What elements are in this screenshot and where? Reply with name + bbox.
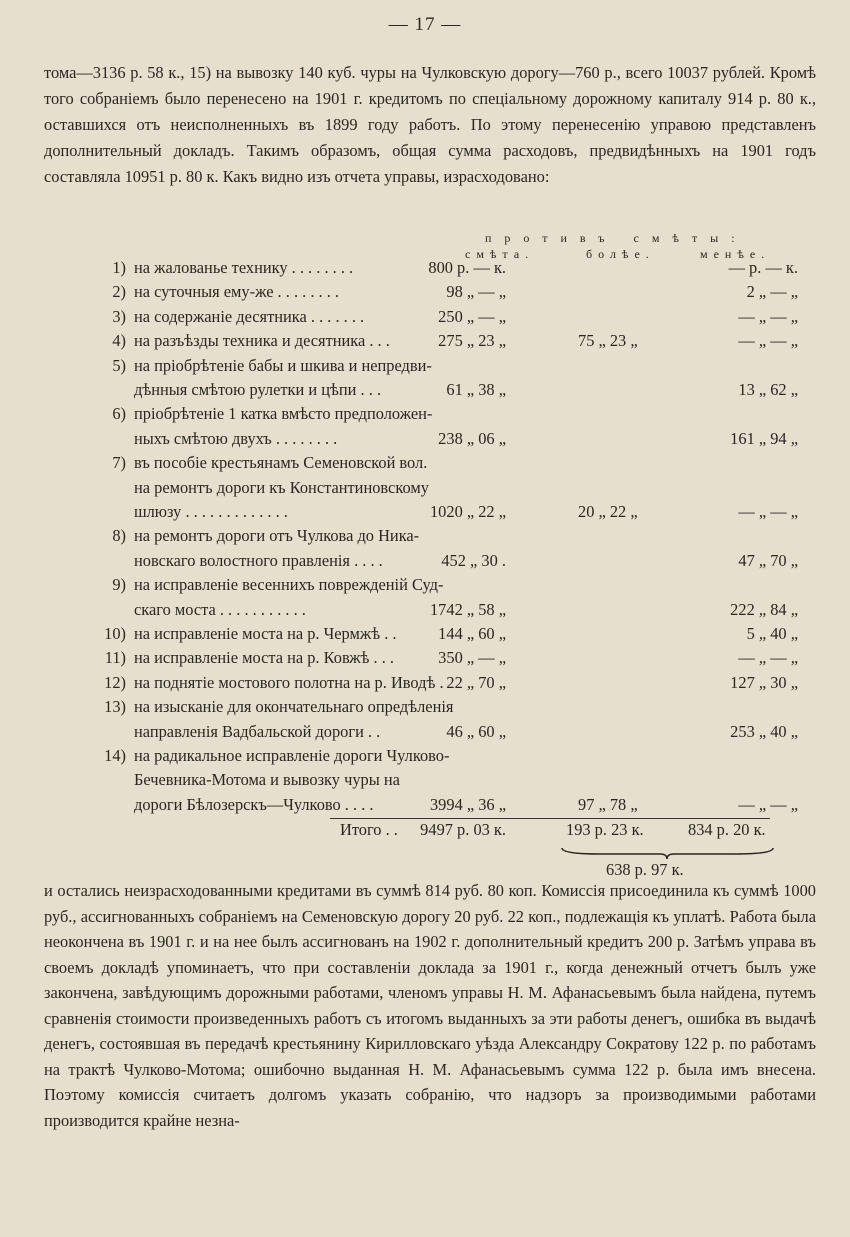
row-description: новскаго волостного правленія . . . . [134,550,383,570]
difference-brace [560,846,775,860]
row-description: на радикальное исправленіе дороги Чулково- [134,746,450,765]
row-description: ныхъ смѣтою двухъ . . . . . . . . [134,428,338,448]
total-bolee: 193 р. 23 к. [566,820,644,839]
row-menee: 47 „ 70 „ [738,550,798,570]
row-menee: — „ — „ [738,502,798,521]
row-number: 3) [112,306,126,326]
table-row [0,624,850,650]
row-number: 13) [104,697,126,717]
table-row [0,600,850,626]
page-number: — 17 — [388,14,462,35]
row-description: дѣнныя смѣтою рулетки и цѣпи . . . [134,380,382,399]
row-description: на содержаніе десятника . . . . . . . [134,306,365,326]
total-menee: 834 р. 20 к. [688,820,766,839]
difference-value: 638 р. 97 к. [606,860,684,879]
table-header-menee: менѣе. [700,247,771,261]
row-smeta: 98 „ — „ [446,282,506,302]
table-row [0,331,850,357]
row-smeta: 275 „ 23 „ [438,331,506,351]
row-menee: 253 „ 40 „ [730,721,798,741]
row-description: на исправленіе моста на р. Ковжѣ . . . [134,648,395,668]
row-smeta: 22 „ 70 „ [446,672,506,692]
table-row [0,453,850,479]
table-row [0,697,850,723]
row-number: 5) [112,355,126,375]
row-number: 9) [112,575,126,595]
row-menee: — „ — „ [738,794,798,814]
row-description: на изысканіе для окончательнаго опредѣленія [134,697,454,717]
row-smeta: 250 „ — „ [438,306,506,326]
table-row [0,404,850,430]
row-smeta: 350 „ — „ [438,648,506,668]
table-row [0,746,850,772]
table-row [0,380,850,406]
table-row [0,356,850,382]
row-description: на поднятіе мостового полотна на р. Иводѣ . [134,672,444,692]
row-number: 6) [112,404,126,424]
total-row [0,820,850,846]
row-menee: 222 „ 84 „ [730,599,798,619]
row-number: 7) [112,453,126,473]
row-description: направленія Вадбальской дороги . . [134,721,381,741]
row-description: на исправленіе моста на р. Чермжѣ . . [134,624,397,643]
row-description: шлюзу . . . . . . . . . . . . . [134,502,288,521]
row-smeta: 1742 „ 58 „ [429,599,506,619]
table-header-smeta: смѣта. [465,247,535,261]
closing-paragraph: и остались неизрасходованными кредитами въ суммѣ 814 руб. 80 коп. Комиссія присоединила къ суммѣ 1000 руб., ассигнованныхъ собраніемъ на Семеновскую дорогу 20 руб. 22 коп., подлежащія къ уплатѣ. Работа была неокончена въ 1901 г. и на нее былъ ассигнованъ на 1902 г. дополнительный кредитъ 200 р. Затѣмъ управа въ своемъ докладѣ упоминаетъ, что при составленіи доклада за 1901 г., когда денежный отчетъ былъ уже закончена, завѣдующимъ дорожными работами, членомъ управы Н. М. Афанасьевымъ была найдена, путемъ сравненія стоимости произведенныхъ работъ съ итогомъ выданныхъ за эти работы денегъ, ошибка въ выдачѣ денегъ, состоявшая въ передачѣ крестьянину Кирилловскаго уѣзда Александру Сократову 122 р. по работамъ на трактѣ Чулково-Мотома; ошибочно выданная Н. М. Афанасьевымъ сумма 122 р. была имъ внесена. Поэтому комиссія считаетъ долгомъ указать собранію, что надзоръ за производимыми работами производится крайне незна- [44,881,816,1130]
table-row [0,575,850,601]
row-smeta: 61 „ 38 „ [446,380,506,399]
intro-paragraph: тома—3136 р. 58 к., 15) на вывозку 140 куб. чуры на Чулковскую дорогу—760 р., всего 10037 рублей. Кромѣ того собраніемъ было перенесено на 1901 г. кредитомъ по спеціальному дорожному капиталу 914 р. 80 к., оставшихся отъ неисполненныхъ въ 1899 году работъ. По этому перенесенію управою представленъ дополнительный докладъ. Такимъ образомъ, общая сумма расходовъ, предвидѣнныхъ на 1901 годъ составляла 10951 р. 80 к. Какъ видно изъ отчета управы, израсходовано: [44,63,816,186]
row-menee: — р. — к. [728,258,798,277]
table-row [0,526,850,552]
table-row [0,478,850,504]
row-description: дороги Бѣлозерскъ—Чулково . . . . [134,794,374,814]
table-header-bolee: болѣе. [586,247,655,261]
table-header-span: противъ смѣты: [485,231,748,245]
table-row [0,502,850,528]
row-menee: — „ — „ [738,648,798,668]
row-menee: 5 „ 40 „ [746,624,798,643]
table-row [0,722,850,748]
row-description: на исправленіе весеннихъ поврежденій Суд- [134,575,444,595]
table-row [0,648,850,674]
row-number: 1) [112,258,126,277]
total-label: Итого . . [340,820,398,839]
row-menee: 2 „ — „ [746,282,798,302]
row-number: 12) [104,672,126,692]
row-menee: 127 „ 30 „ [730,672,798,692]
row-smeta: 3994 „ 36 „ [429,794,506,814]
row-smeta: 238 „ 06 „ [438,428,506,448]
row-description: на ремонтъ дороги отъ Чулкова до Ника- [134,526,420,546]
row-description: на ремонтъ дороги къ Константиновскому [134,477,429,497]
table-row [0,282,850,308]
row-number: 11) [104,648,126,668]
table-row [0,307,850,333]
row-description: скаго моста . . . . . . . . . . . [134,599,306,619]
row-bolee: 20 „ 22 „ [578,502,638,521]
row-menee: — „ — „ [738,306,798,326]
row-number: 8) [112,526,126,546]
row-menee: 13 „ 62 „ [738,380,798,399]
total-smeta: 9497 р. 03 к. [420,820,506,839]
row-number: 14) [104,746,126,765]
row-number: 4) [112,331,126,351]
table-row [0,673,850,699]
row-description: въ пособіе крестьянамъ Семеновской вол. [134,453,428,473]
table-row [0,551,850,577]
row-description: на разъѣзды техника и десятника . . . [134,331,390,351]
row-bolee: 75 „ 23 „ [578,331,638,351]
table-row [0,795,850,821]
row-smeta: 800 р. — к. [428,258,506,277]
row-smeta: 46 „ 60 „ [446,721,506,741]
table-row [0,770,850,796]
table-row [0,258,850,284]
row-smeta: 144 „ 60 „ [438,624,506,643]
row-description: на пріобрѣтеніе бабы и шкива и непредви- [134,355,432,375]
row-menee: — „ — „ [738,331,798,351]
row-menee: 161 „ 94 „ [730,428,798,448]
row-description: Бечевника-Мотома и вывозку чуры на [134,770,400,790]
total-rule [330,818,770,819]
row-smeta: 1020 „ 22 „ [429,502,506,521]
row-bolee: 97 „ 78 „ [578,794,638,814]
table-row [0,429,850,455]
row-number: 10) [104,624,126,643]
row-description: пріобрѣтеніе 1 катка вмѣсто предположен- [134,404,433,424]
row-number: 2) [112,282,126,302]
row-smeta: 452 „ 30 . [441,550,506,570]
row-description: на жалованье технику . . . . . . . . [134,258,354,277]
row-description: на суточныя ему-же . . . . . . . . [134,282,340,302]
